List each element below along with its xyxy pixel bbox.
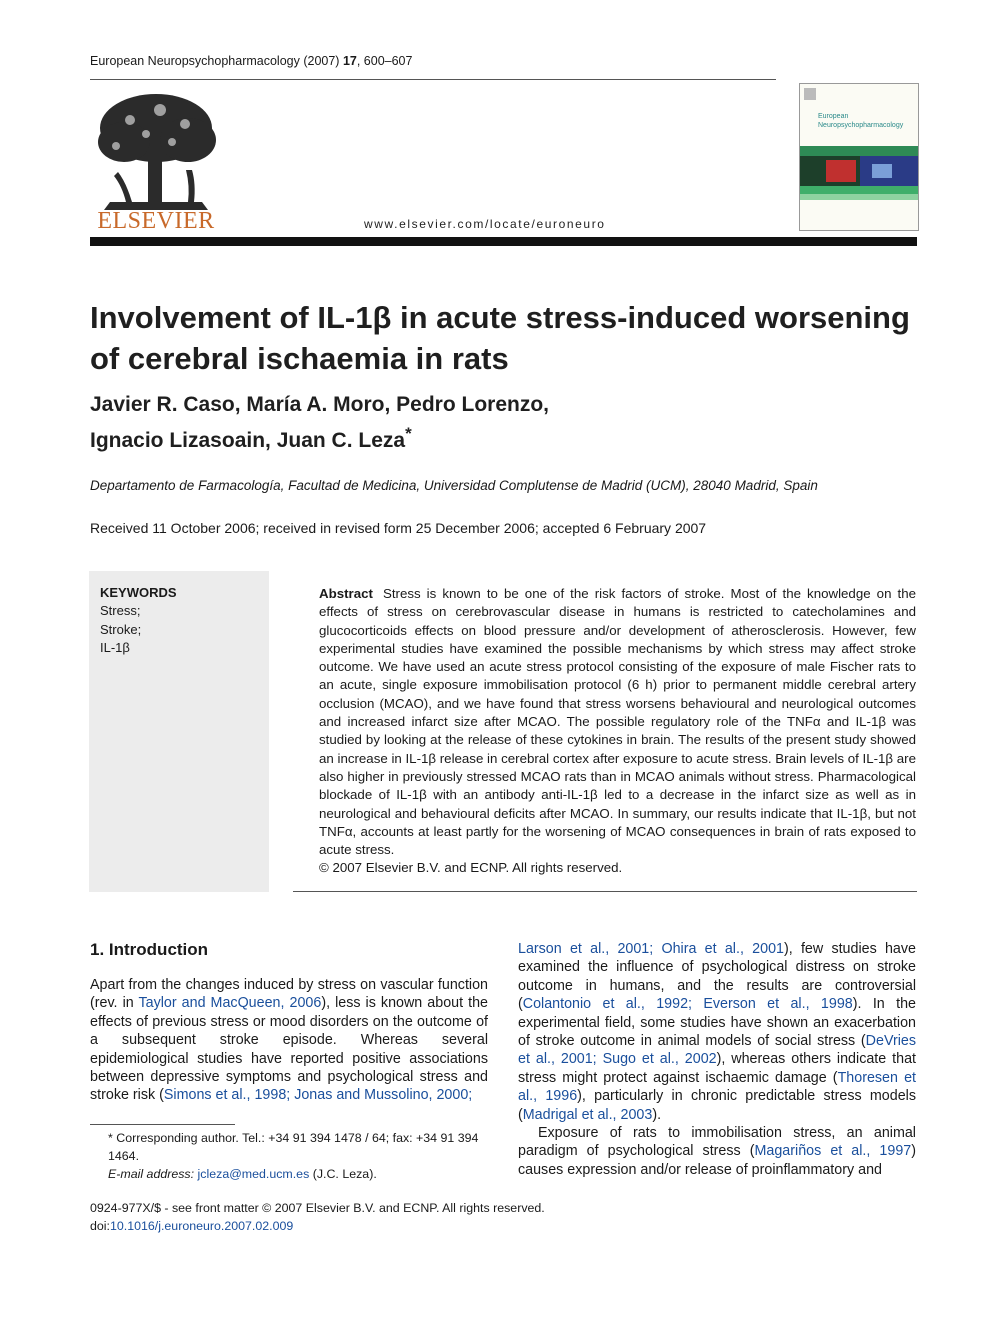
abstract-label: Abstract xyxy=(319,586,373,601)
elsevier-logo[interactable] xyxy=(90,90,222,230)
journal-cover-image xyxy=(800,84,918,230)
journal-reference: European Neuropsychopharmacology (2007) 17, 600–607 xyxy=(90,54,413,68)
abstract-divider xyxy=(293,891,917,892)
abstract-text: Stress is known to be one of the risk factors of stroke. Most of the knowledge on the effects of stress on cerebrovascular disease in humans is restricted to catecholamines and glucocorticoids effects on blood pressure and/or development of atherosclerosis. However, few experimental studies have examined the possible mechanisms by which stress may affect stroke outcome. We have used an acute stress protocol consisting of the exposure of male Fischer rats to an acute, single exposure immobilisation protocol (6 h) prior to permanent middle cerebral artery occlusion (MCAO), and we have found that stress worsens behavioural and neurological outcomes and increased infarct size after MCAO. The possible regulatory role of the TNFα and IL-1β was studied by looking at the release of these cytokines in brain. The results of the present study showed an increase in IL-1β release in cerebral cortex after exposure to acute stress. Brain levels of IL-1β are also higher in previously stressed MCAO rats than in MCAO animals without stress. Pharmacological blockade of IL-1β with an antibody anti-IL-1β led to a decrease in the infarct size as well as in neurological and behavioural deficits after MCAO. In summary, our results indicate that IL-1β, but not TNFα, accounts at least partly for the worsening of MCAO consequences in brain of rats exposed to acute stress. xyxy=(319,586,916,858)
citation-link[interactable]: Colantonio et al., 1992; Everson et al., 1998 xyxy=(522,996,853,1013)
citation-link[interactable]: DeVries et al., 2001; Sugo et al., 2002 xyxy=(518,1033,916,1068)
email-note: E-mail address: jcleza@med.ucm.es (J.C. Leza). xyxy=(108,1167,377,1181)
footnote xyxy=(90,1129,488,1183)
keyword-item: Stress; xyxy=(100,603,141,618)
publisher-wordmark: ELSEVIER xyxy=(97,208,215,230)
doi-line: doi:10.1016/j.euroneuro.2007.02.009 xyxy=(90,1219,294,1233)
citation-link[interactable]: Larson et al., 2001; Ohira et al., 2001 xyxy=(518,941,784,957)
journal-cover-thumbnail[interactable] xyxy=(799,83,919,231)
footnote-rule xyxy=(90,1124,235,1125)
corresponding-author-note: * Corresponding author. Tel.: +34 91 394 1478 / 64; fax: +34 91 394 1464. xyxy=(108,1131,479,1163)
citation-link[interactable]: Madrigal et al., 2003 xyxy=(522,1106,653,1123)
intro-right-column: Larson et al., 2001; Ohira et al., 2001), few studies have examined the influence of psychological distress on stroke outcome in humans, and the results are controversial (Colantonio et al., 1992; Everson et al., 1998). In the experimental field, some studies have shown an exacerbation of stroke outcome in animal models of social stress (DeVries et al., 2001; Sugo et al., 2002), whereas others indicate that stress might protect against ischaemic damage (Thoresen et al., 1996), particularly in chronic predictable stress models (Madrigal et al., 2003). Exposure of rats to immobilisation stress, an animal paradigm of psychological stress (Magariños et al., 1997) causes expression and/or release of proinflammatory and xyxy=(518,941,917,1178)
volume-number: 17 xyxy=(342,54,357,68)
citation-link[interactable]: Taylor and MacQueen, 2006 xyxy=(138,995,322,1012)
abstract-copyright: © 2007 Elsevier B.V. and ECNP. All rights reserved. xyxy=(319,860,623,876)
intro-left-column: Apart from the changes induced by stress on vascular function (rev. in Taylor and MacQueen, 2006), less is known about the effects of previous stress or mood disorders on the outcome of a subsequent stroke episode. Whereas several epidemiological studies have reported positive associations between depressive symptoms and psychological stress and stroke risk (Simons et al., 1998; Jonas and Mussolino, 2000; xyxy=(90,977,488,1104)
keywords-panel xyxy=(89,571,269,892)
doi-link[interactable]: 10.1016/j.euroneuro.2007.02.009 xyxy=(109,1219,294,1233)
header-divider xyxy=(90,79,776,80)
email-link[interactable]: jcleza@med.ucm.es xyxy=(197,1167,310,1181)
section-heading-introduction: 1. Introduction xyxy=(90,940,209,959)
affiliation: Departamento de Farmacología, Facultad de Medicina, Universidad Complutense de Madrid (UCM), 28040 Madrid, Spain xyxy=(90,478,818,493)
corresponding-author-mark[interactable]: * xyxy=(405,424,412,443)
author-list xyxy=(90,390,910,455)
article-dates: Received 11 October 2006; received in revised form 25 December 2006; accepted 6 February 2007 xyxy=(90,520,707,536)
issn-line: 0924-977X/$ - see front matter © 2007 Elsevier B.V. and ECNP. All rights reserved. xyxy=(90,1201,545,1215)
svg-text:Neuropsychopharmacology: Neuropsychopharmacology xyxy=(818,122,904,129)
keywords-heading: KEYWORDS xyxy=(100,585,177,600)
author-line-1: Javier R. Caso, María A. Moro, Pedro Lorenzo, xyxy=(90,393,549,416)
svg-text:European: European xyxy=(818,113,849,120)
keyword-item: Stroke; xyxy=(100,622,142,637)
journal-url[interactable]: www.elsevier.com/locate/euroneuro xyxy=(364,217,606,231)
article-title: Involvement of IL-1β in acute stress-induced worsening of cerebral ischaemia in rats xyxy=(90,300,910,376)
author-line-2: Ignacio Lizasoain, Juan C. Leza* xyxy=(90,424,412,452)
abstract xyxy=(319,585,916,878)
front-matter-info xyxy=(90,1199,545,1235)
elsevier-tree-icon xyxy=(90,90,222,230)
citation-link[interactable]: Thoresen et al., 1996 xyxy=(518,1069,916,1105)
keyword-item: IL-1β xyxy=(100,640,130,655)
elsevier-cover-logo xyxy=(804,88,816,100)
citation-link[interactable]: Magariños et al., 1997 xyxy=(754,1143,912,1160)
citation-link[interactable]: Simons et al., 1998; Jonas and Mussolino, 2000; xyxy=(163,1087,473,1104)
header-thick-rule xyxy=(90,237,917,246)
